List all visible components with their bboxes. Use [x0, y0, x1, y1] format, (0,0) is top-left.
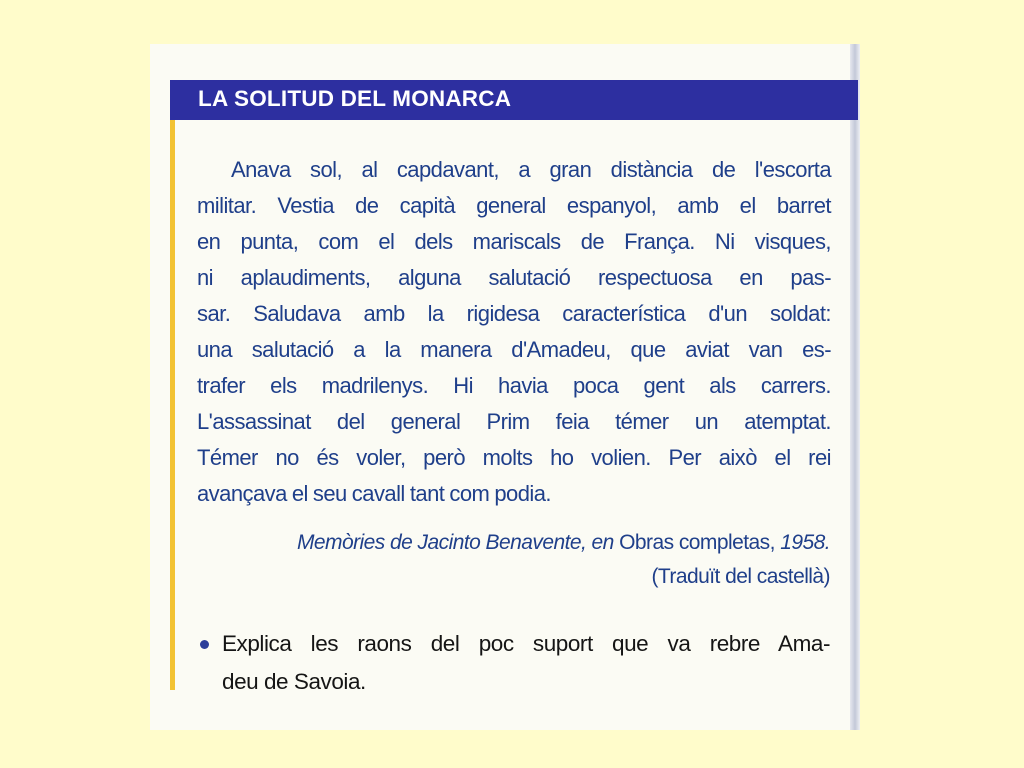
passage-line: ni aplaudiments, alguna salutació respectuosa en pas-	[197, 265, 831, 290]
passage-line: sar. Saludava amb la rigidesa característica d'un soldat:	[197, 301, 831, 326]
passage-line: trafer els madrilenys. Hi havia poca gent als carrers.	[197, 373, 831, 398]
passage-line: L'assassinat del general Prim feia témer un atemptat.	[197, 409, 831, 434]
source-author: Memòries de Jacinto Benavente, en	[296, 531, 614, 554]
accent-rule	[170, 120, 175, 690]
translation-note: (Traduït del castellà)	[651, 565, 830, 588]
title-bar	[170, 80, 858, 120]
passage-line: avançava el seu cavall tant com podia.	[197, 481, 551, 506]
passage-line: militar. Vestia de capità general espanyol, amb el barret	[197, 193, 831, 218]
bullet-icon	[200, 640, 209, 649]
passage-line: Témer no és voler, però molts ho volien. Per això el rei	[197, 445, 831, 470]
source-citation	[297, 528, 830, 558]
question-line: Explica les raons del poc suport que va rebre Ama-	[222, 631, 830, 656]
box-title: LA SOLITUD DEL MONARCA	[198, 86, 512, 111]
source-year: 1958.	[780, 531, 830, 554]
question-line: deu de Savoia.	[222, 669, 366, 694]
passage-line: una salutació a la manera d'Amadeu, que aviat van es-	[197, 337, 831, 362]
passage-line: en punta, com el dels mariscals de França. Ni visques,	[197, 229, 831, 254]
passage-line: Anava sol, al capdavant, a gran distància de l'escorta	[231, 157, 831, 182]
source-work: Obras completas,	[619, 531, 775, 554]
page-edge-shadow	[850, 44, 860, 730]
